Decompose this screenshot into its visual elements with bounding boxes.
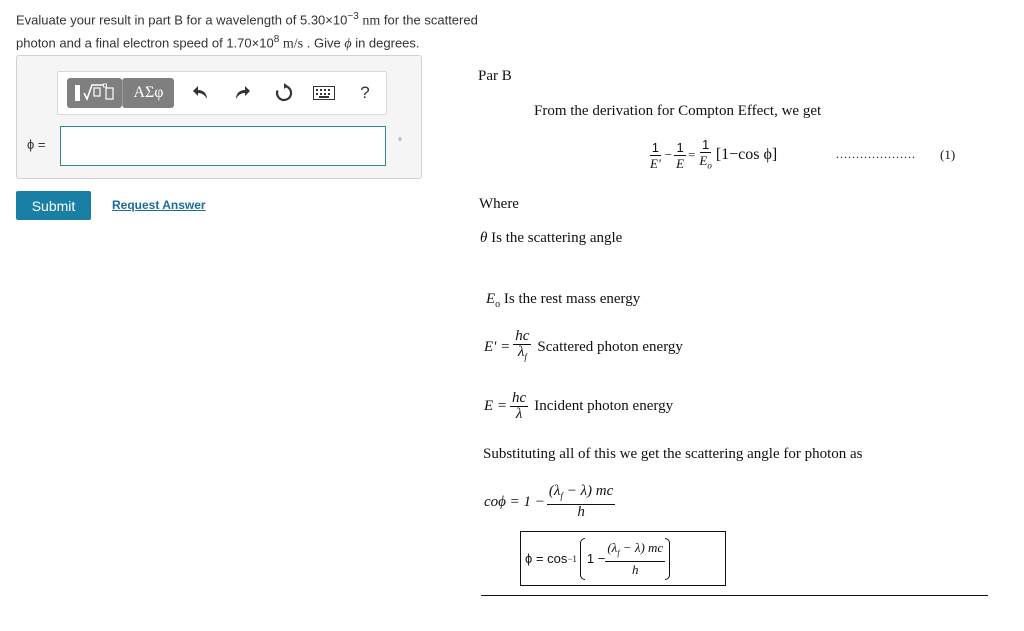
undo-button[interactable]	[190, 82, 212, 104]
theta-definition: θ Is the scattering angle	[480, 230, 623, 246]
intro-text: From the derivation for Compton Effect, we get	[534, 103, 822, 119]
redo-button[interactable]	[231, 82, 253, 104]
question-line-1: Evaluate your result in part B for a wavelength of $5.30\times 10^{-3}$ nm for the scattered	[16, 11, 478, 29]
question-text	[16, 7, 536, 54]
eo-definition: $E_o$ Is the rest mass energy	[486, 291, 641, 310]
reset-icon	[274, 83, 294, 103]
equation-1: $\frac{1}{E'}$ − $\frac{1}{E}$ = $\frac{1}{E_o}$ [1−cos ϕ]	[648, 137, 777, 174]
degree-unit: °	[398, 137, 402, 148]
keyboard-icon	[313, 86, 335, 100]
submit-button[interactable]: Submit	[16, 191, 91, 220]
substitution-text: Substituting all of this we get the scattering angle for photon as	[483, 446, 863, 462]
keyboard-button[interactable]	[313, 82, 335, 104]
frac-1-eprime: $\frac{1}{E'}$	[650, 139, 661, 171]
eprime-definition: E' = $\frac{hc}{\lambda_f}$ Scattered photon energy	[484, 328, 683, 362]
question-line-2: photon and a final electron speed of $1.70\times 10^8$ m/s . Give ϕ in degrees.	[16, 34, 420, 52]
undo-icon	[192, 84, 210, 102]
e-definition: E = $\frac{hc}{\lambda}$ Incident photon energy	[484, 390, 674, 422]
redo-icon	[233, 84, 251, 102]
where-text: Where	[479, 196, 519, 212]
part-heading: Par B	[478, 68, 512, 84]
phi-result-box: ϕ = cos −1 1 − $\frac{(\lambda_f - \lambda) mc}{h}$	[520, 531, 726, 586]
solution-divider	[481, 595, 988, 596]
request-answer-link[interactable]: Request Answer	[112, 198, 206, 212]
symbols-button[interactable]: ΑΣφ	[122, 78, 174, 108]
equation-1-dots: ....................	[836, 147, 916, 161]
frac-1-eo: $\frac{1}{E_o}$	[699, 137, 712, 171]
equation-1-tag: (1)	[940, 147, 956, 162]
templates-icon	[73, 82, 117, 104]
help-button[interactable]	[354, 82, 376, 104]
answer-input[interactable]	[60, 126, 386, 166]
answer-label: ϕ =	[27, 137, 46, 152]
help-icon: ?	[360, 83, 370, 102]
cos-bracket: [1−cos ϕ]	[715, 146, 778, 164]
templates-button[interactable]	[67, 78, 122, 108]
cos-equation: coϕ = 1 − $\frac{(\lambda_f - \lambda) mc}{h}$	[484, 483, 614, 520]
reset-button[interactable]	[273, 82, 295, 104]
frac-1-e: $\frac{1}{E}$	[676, 139, 685, 171]
